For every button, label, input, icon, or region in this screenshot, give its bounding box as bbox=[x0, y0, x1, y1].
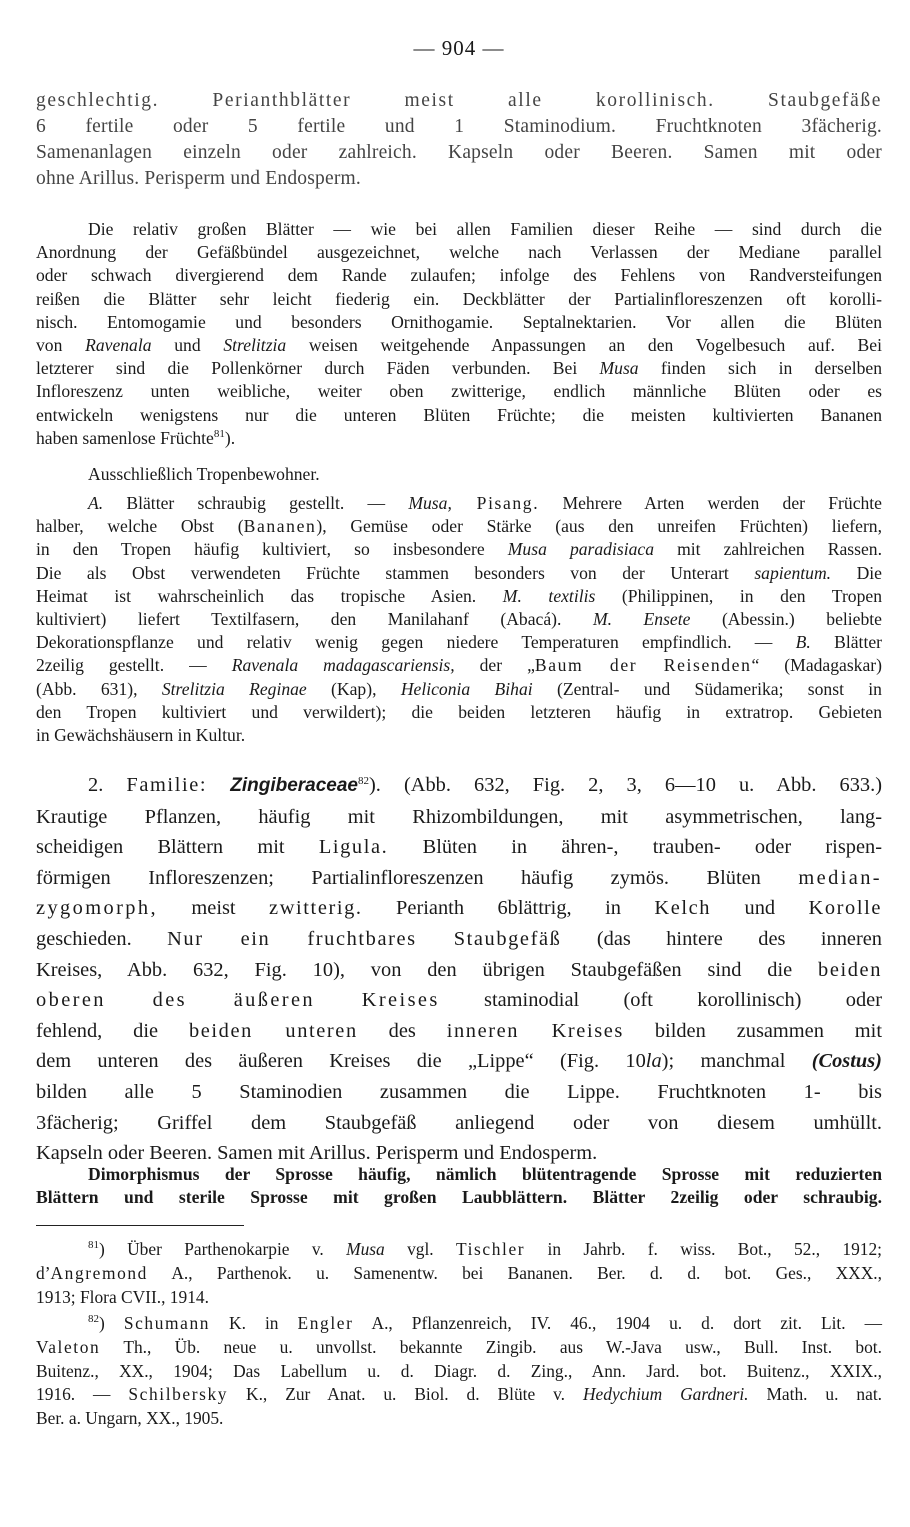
text-line: Dekorationspflanze und relativ wenig gegen niedere Temperaturen empfindlich. — B. Blätter bbox=[36, 632, 883, 653]
text-line: $^{82}$) Schumann K. in Engler A., Pflanzenreich, IV. 46., 1904 u. d. dort zit. Lit. — bbox=[88, 1313, 882, 1333]
text-line: 1913; Flora CVII., 1914. bbox=[36, 1286, 209, 1307]
text-line: in Gewächshäusern in Kultur. bbox=[36, 725, 246, 746]
text-line: Die als Obst verwendeten Früchte stammen besonders von der Unterart sapientum. Die bbox=[36, 562, 882, 583]
leaf-description-paragraph bbox=[36, 218, 882, 450]
text-line: nisch. Entomogamie und besonders Ornithogamie. Septalnektarien. Vor allen die Blüten bbox=[36, 311, 882, 332]
musaceae-genera-paragraph bbox=[36, 492, 882, 747]
text-line: haben samenlose Früchte$^{81}$). bbox=[36, 427, 236, 448]
footnote-divider bbox=[36, 1225, 244, 1226]
text-line: Kreises, Abb. 632, Fig. 10), von den übrigen Staubgefäßen sind die beiden bbox=[36, 958, 882, 981]
text-line: Krautige Pflanzen, häufig mit Rhizombildungen, mit asymmetrischen, lang- bbox=[36, 805, 882, 828]
text-line: A. Blätter schraubig gestellt. — Musa, Pisang. Mehrere Arten werden der Früchte bbox=[88, 493, 882, 513]
page-number: — 904 — bbox=[413, 36, 505, 60]
footnote-ref-81: 81 bbox=[213, 427, 225, 440]
text-line: fehlend, die beiden unteren des inneren Kreises bilden zusammen mit bbox=[36, 1019, 882, 1042]
text-line: Buitenz., XX., 1904; Das Labellum u. d. Diagr. d. Zing., Ann. Jard. bot. Buitenz., XXIX., bbox=[36, 1360, 882, 1381]
zingiberaceae-paragraph bbox=[36, 770, 882, 1169]
text-line: von Ravenala und Strelitzia weisen weitgehende Anpassungen an den Vogelbesuch auf. Bei bbox=[36, 335, 882, 356]
continuation-paragraph bbox=[36, 88, 882, 192]
text-line: zygomorph, meist zwitterig. Perianth 6blättrig, in Kelch und Korolle bbox=[36, 897, 883, 920]
text-line: reißen die Blätter sehr leicht fiederig ein. Deckblätter der Partialinfloreszenzen oft korolli- bbox=[36, 288, 882, 309]
text-line: $^{81}$) Über Parthenokarpie v. Musa vgl. Tischler in Jahrb. f. wiss. Bot., 52., 1912; bbox=[88, 1239, 882, 1259]
text-line: ohne Arillus. Perisperm und Endosperm. bbox=[36, 168, 361, 189]
text-line: Blättern und sterile Sprosse mit großen Laubblättern. Blätter 2zeilig oder schraubig. bbox=[36, 1187, 882, 1208]
text-line: geschieden. Nur ein fruchtbares Staubgefäß (das hintere des inneren bbox=[36, 927, 882, 950]
text-line: oder schwach divergierend dem Rande zulaufen; infolge des Fehlens von Randversteifungen bbox=[36, 265, 882, 286]
family-name: Zingiberaceae bbox=[230, 775, 358, 796]
text-line: Samenanlagen einzeln oder zahlreich. Kapseln oder Beeren. Samen mit oder bbox=[36, 142, 882, 163]
text-line: entwickeln wenigstens nur die unteren Blüten Früchte; die meisten kultivierten Bananen bbox=[36, 404, 882, 425]
text-line: oberen des äußeren Kreises staminodial (oft korollinisch) oder bbox=[36, 989, 882, 1012]
text-line: d’Angremond A., Parthenok. u. Samenentw. bei Bananen. Ber. d. d. bot. Ges., XXX., bbox=[36, 1262, 882, 1283]
text-line: Anordnung der Gefäßbündel ausgezeichnet, welche nach Verlassen der Mediane parallel bbox=[36, 242, 882, 263]
text-line: den Tropen kultiviert und verwildert); die beiden letzteren häufig in extratrop. Gebieten bbox=[36, 701, 882, 722]
family-heading-line: 2. Familie: Zingiberaceae$^{82}$). (Abb. 632, Fig. 2, 3, 6—10 u. Abb. 633.) bbox=[88, 774, 882, 796]
dimorphism-paragraph bbox=[36, 1163, 882, 1210]
text-line: 1916. — Schilbersky K., Zur Anat. u. Biol. d. Blüte v. Hedychium Gardneri. Math. u. nat. bbox=[36, 1384, 882, 1405]
text-line: Valeton Th., Üb. neue u. unvollst. bekannte Zingib. aus W.-Java usw., Bull. Inst. bot. bbox=[36, 1336, 882, 1357]
text-line: 6 fertile oder 5 fertile und 1 Staminodium. Fruchtknoten 3fächerig. bbox=[36, 116, 882, 137]
tropics-note: Ausschließlich Tropenbewohner. bbox=[88, 464, 320, 484]
text-line: Heimat ist wahrscheinlich das tropische Asien. M. textilis (Philippinen, in den Tropen bbox=[36, 585, 882, 606]
text-line: Infloreszenz unten weibliche, weiter oben zwitterige, endlich männliche Blüten oder es bbox=[36, 381, 882, 402]
text-line: bilden alle 5 Staminodien zusammen die Lippe. Fruchtknoten 1- bis bbox=[36, 1080, 882, 1103]
text-line: Dimorphismus der Sprosse häufig, nämlich blütentragende Sprosse mit reduzierten bbox=[88, 1164, 882, 1184]
footnote-ref-82: 82 bbox=[358, 775, 369, 787]
text-line: scheidigen Blättern mit Ligula. Blüten in ähren-, trauben- oder rispen- bbox=[36, 836, 882, 859]
text-line: (Abb. 631), Strelitzia Reginae (Kap), Heliconia Bihai (Zentral- und Südamerika; sonst in bbox=[36, 678, 882, 699]
footnote-82 bbox=[36, 1312, 882, 1431]
text-line: Ber. a. Ungarn, XX., 1905. bbox=[36, 1408, 224, 1429]
text-line: Die relativ großen Blätter — wie bei allen Familien dieser Reihe — sind durch die bbox=[88, 219, 882, 239]
footnote-81 bbox=[36, 1238, 882, 1309]
text-line: Kapseln oder Beeren. Samen mit Arillus. Perisperm und Endosperm. bbox=[36, 1142, 598, 1165]
text-line: geschlechtig. Perianthblätter meist alle korollinisch. Staubgefäße bbox=[36, 90, 882, 111]
text-line: letzterer sind die Pollenkörner durch Fäden verbunden. Bei Musa finden sich in derselben bbox=[36, 358, 883, 379]
text-line: 3fächerig; Griffel dem Staubgefäß anliegend oder von diesem umhüllt. bbox=[36, 1111, 882, 1134]
text-line: in den Tropen häufig kultiviert, so insbesondere Musa paradisiaca mit zahlreichen Rassen. bbox=[36, 539, 882, 560]
text-line: 2zeilig gestellt. — Ravenala madagascariensis, der „Baum der Reisenden“ (Madagaskar) bbox=[36, 655, 883, 676]
text-line: halber, welche Obst (Bananen), Gemüse oder Stärke (aus den unreifen Früchten) liefern, bbox=[36, 516, 883, 537]
text-line: kultiviert) liefert Textilfasern, den Manilahanf (Abacá). M. Ensete (Abessin.) beliebte bbox=[36, 609, 882, 630]
text-line: förmigen Infloreszenzen; Partialinfloreszenzen häufig zymös. Blüten median- bbox=[36, 866, 882, 889]
text-line: dem unteren des äußeren Kreises die „Lippe“ (Fig. 10la); manchmal (Costus) bbox=[36, 1050, 882, 1073]
